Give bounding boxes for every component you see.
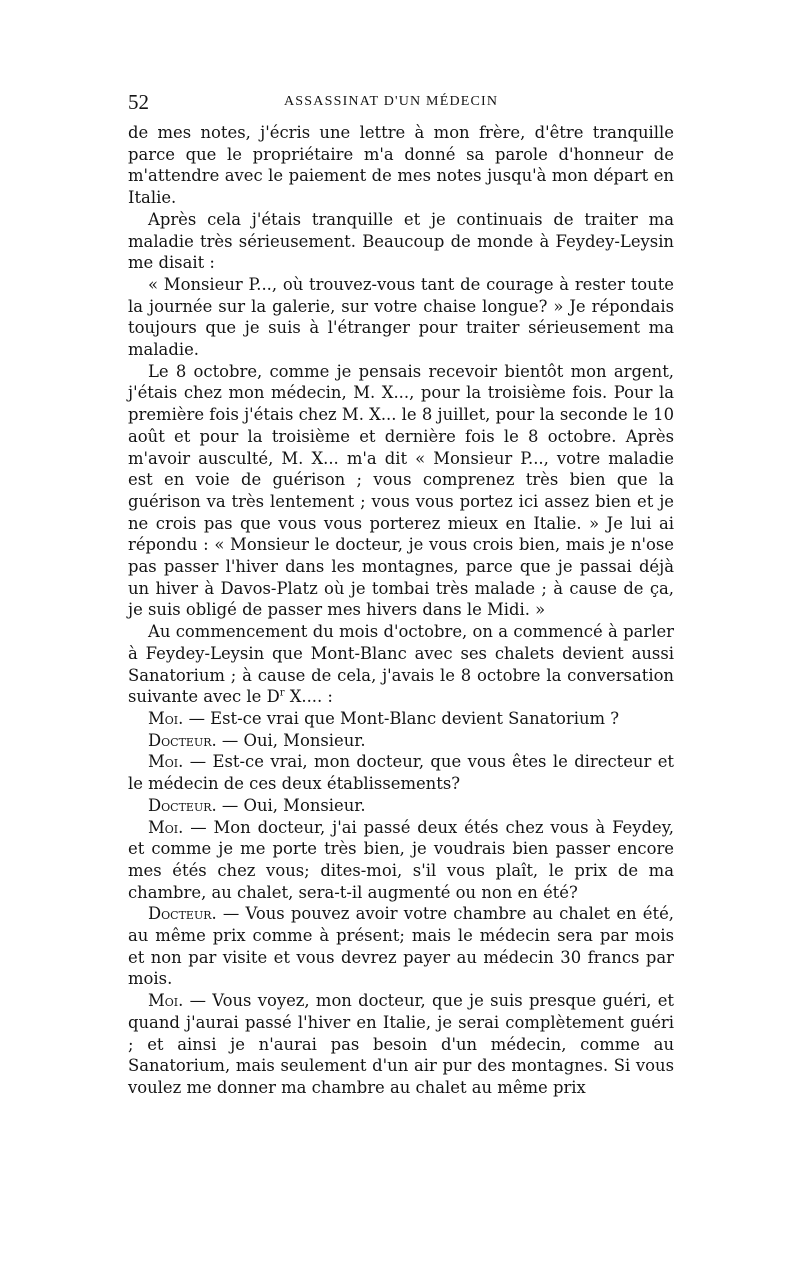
- speaker-name: Docteur.: [148, 795, 217, 815]
- body-text: [128, 122, 674, 1099]
- running-head: [128, 90, 674, 122]
- dialogue-text: — Vous pouvez avoir votre chambre au chalet en été, au même prix comme à présent; mais le médecin sera par mois et non par visite et vous devrez payer au médecin 30 francs par mois.: [128, 904, 674, 989]
- dialogue-line-5: [128, 817, 674, 904]
- dialogue-text: — Est-ce vrai, mon docteur, que vous êtes le directeur et le médecin de ces deux établissements?: [128, 752, 674, 794]
- dialogue-line-2: [128, 730, 674, 752]
- paragraph-5-text: Au commencement du mois d'octobre, on a commencé à parler à Feydey-Leysin que Mont-Blanc avec ses chalets devient aussi Sanatorium ; à cause de cela, j'avais le 8 octobre la conversation suivante avec le D: [128, 622, 674, 707]
- doctor-abbrev-superscript: r: [279, 687, 285, 699]
- dialogue-text: — Mon docteur, j'ai passé deux étés chez vous à Feydey, et comme je me porte très bien, je voudrais bien passer encore mes étés chez vous; dites-moi, s'il vous plaît, le prix de ma chambre, au chalet, sera-t-il augmenté ou non en été?: [128, 817, 674, 902]
- paragraph-3: « Monsieur P..., où trouvez-vous tant de courage à rester toute la journée sur la galerie, sur votre chaise longue? » Je répondais toujours que je suis à l'étranger pour traiter sérieusement ma maladie.: [128, 274, 674, 360]
- dialogue-line-6: [128, 903, 674, 990]
- paragraph-2: Après cela j'étais tranquille et je continuais de traiter ma maladie très sérieusement. Beaucoup de monde à Feydey-Leysin me disait :: [128, 209, 674, 273]
- dialogue-text: — Oui, Monsieur.: [216, 795, 366, 815]
- dialogue-line-4: [128, 795, 674, 817]
- speaker-name: Moi.: [148, 752, 184, 772]
- paragraph-4: Le 8 octobre, comme je pensais recevoir bientôt mon argent, j'étais chez mon médecin, M. X..., pour la troisième fois. Pour la première fois j'étais chez M. X... le 8 juillet, pour la seconde le 10 août et pour la troisième et dernière fois le 8 octobre. Après m'avoir ausculté, M. X... m'a dit « Monsieur P..., votre maladie est en voie de guérison ; vous comprenez très bien que la guérison va très lentement ; vous vous portez ici assez bien et je ne crois pas que vous vous porterez mieux en Italie. » Je lui ai répondu : « Monsieur le docteur, je vous crois bien, mais je n'ose pas passer l'hiver dans les montagnes, parce que je passai déjà un hiver à Davos-Platz où je tombai très malade ; à cause de ça, je suis obligé de passer mes hivers dans le Midi. »: [128, 361, 674, 620]
- dialogue-text: — Oui, Monsieur.: [216, 730, 366, 750]
- running-title: ASSASSINAT D'UN MÉDECIN: [284, 94, 499, 109]
- speaker-name: Moi.: [148, 708, 184, 728]
- paragraph-1: de mes notes, j'écris une lettre à mon frère, d'être tranquille parce que le propriétaire m'a donné sa parole d'honneur de m'attendre avec le paiement de mes notes jusqu'à mon départ en Italie.: [128, 123, 674, 208]
- page-number: 52: [128, 90, 149, 114]
- speaker-name: Moi.: [148, 991, 184, 1011]
- dialogue-line-3: [128, 751, 674, 794]
- paragraph-5: [128, 621, 674, 708]
- dialogue-text: — Vous voyez, mon docteur, que je suis presque guéri, et quand j'aurai passé l'hiver en Italie, je serai complètement guéri ; et ainsi je n'aurai pas besoin d'un médecin, comme au Sanatorium, mais seulement d'un air pur des montagnes. Si vous voulez me donner ma chambre au chalet au même prix: [128, 991, 674, 1097]
- dialogue-line-1: [128, 708, 674, 730]
- speaker-name: Docteur.: [148, 904, 217, 924]
- paragraph-5-end: X.... :: [284, 687, 333, 707]
- dialogue-line-7: [128, 990, 674, 1099]
- speaker-name: Moi.: [148, 817, 184, 837]
- dialogue-text: — Est-ce vrai que Mont-Blanc devient Sanatorium ?: [183, 708, 620, 728]
- book-page: [128, 90, 674, 1099]
- speaker-name: Docteur.: [148, 730, 217, 750]
